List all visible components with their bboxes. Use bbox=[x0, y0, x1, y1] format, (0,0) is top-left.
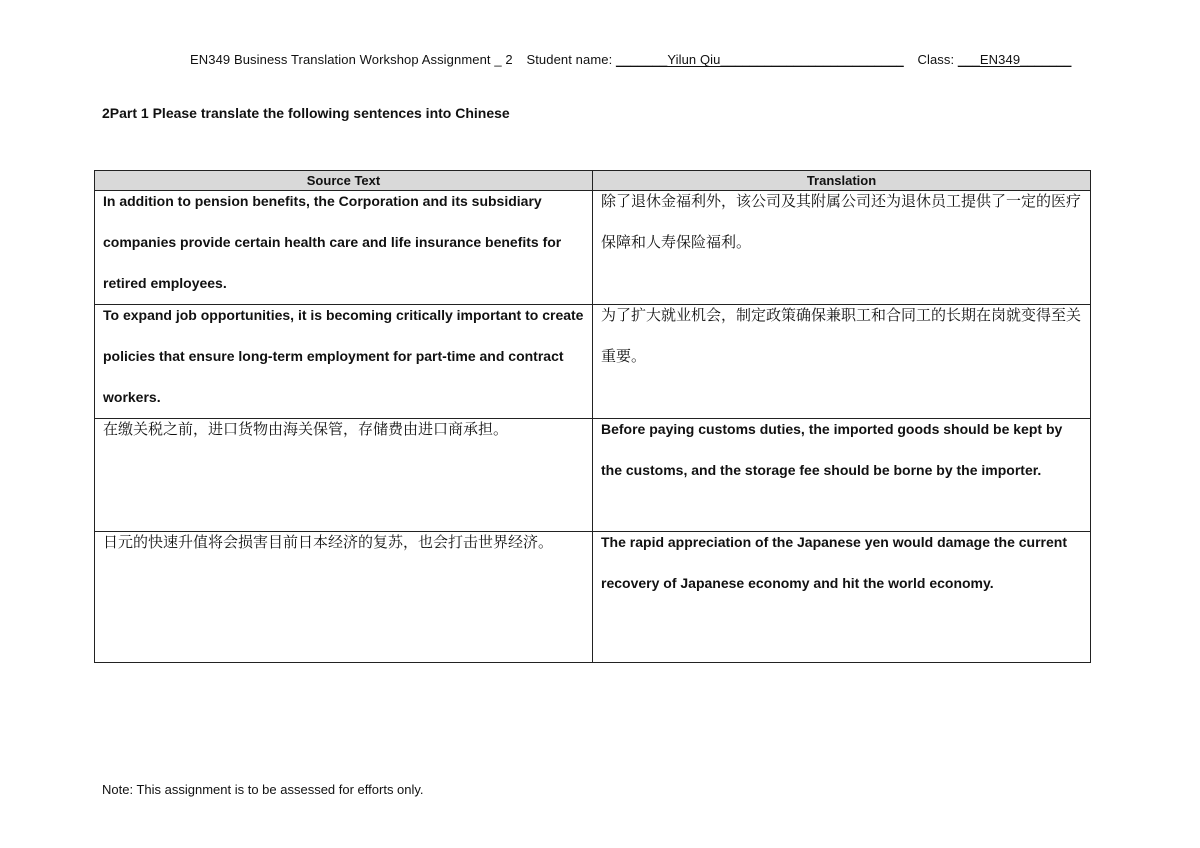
translation-text: The rapid appreciation of the Japanese yen would damage the current recovery of Japanese economy and hit the world economy. bbox=[601, 534, 1067, 591]
source-text: In addition to pension benefits, the Corporation and its subsidiary companies provide certain health care and life insurance benefits for retired employees. bbox=[103, 193, 562, 291]
source-text-header: Source Text bbox=[95, 171, 593, 191]
assessment-note: Note: This assignment is to be assessed for efforts only. bbox=[102, 782, 424, 797]
translation-table bbox=[94, 170, 1091, 663]
source-cell bbox=[95, 419, 593, 532]
table-header-row bbox=[95, 171, 1091, 191]
translation-header: Translation bbox=[593, 171, 1091, 191]
source-cell bbox=[95, 532, 593, 663]
table-row bbox=[95, 419, 1091, 532]
translation-cell bbox=[593, 305, 1091, 419]
translation-text: 为了扩大就业机会，制定政策确保兼职工和合同工的长期在岗就变得至关重要。 bbox=[601, 306, 1082, 365]
translation-cell bbox=[593, 191, 1091, 305]
translation-cell bbox=[593, 532, 1091, 663]
document-header bbox=[190, 52, 1100, 67]
translation-cell bbox=[593, 419, 1091, 532]
source-text: 在缴关税之前，进口货物由海关保管，存储费由进口商承担。 bbox=[103, 420, 509, 438]
source-text: To expand job opportunities, it is becoming critically important to create policies that ensure long-term employment for part-time and contract workers. bbox=[103, 307, 584, 405]
part-title: 2Part 1 Please translate the following sentences into Chinese bbox=[102, 105, 510, 121]
table-row bbox=[95, 191, 1091, 305]
source-cell bbox=[95, 305, 593, 419]
class-value: ___EN349_______ bbox=[957, 52, 1072, 67]
class-label: Class: bbox=[917, 52, 955, 67]
table-row bbox=[95, 532, 1091, 663]
student-name-label: Student name: bbox=[526, 52, 613, 67]
translation-text: Before paying customs duties, the imported goods should be kept by the customs, and the storage fee should be borne by the importer. bbox=[601, 421, 1063, 478]
source-text: 日元的快速升值将会损害目前日本经济的复苏，也会打击世界经济。 bbox=[103, 533, 554, 551]
table-row bbox=[95, 305, 1091, 419]
source-cell bbox=[95, 191, 593, 305]
translation-text: 除了退休金福利外，该公司及其附属公司还为退休员工提供了一定的医疗保障和人寿保险福利。 bbox=[601, 192, 1082, 251]
student-name-value: _______Yilun Qiu_________________________ bbox=[616, 52, 904, 67]
course-title: EN349 Business Translation Workshop Assignment _ 2 bbox=[190, 52, 513, 67]
